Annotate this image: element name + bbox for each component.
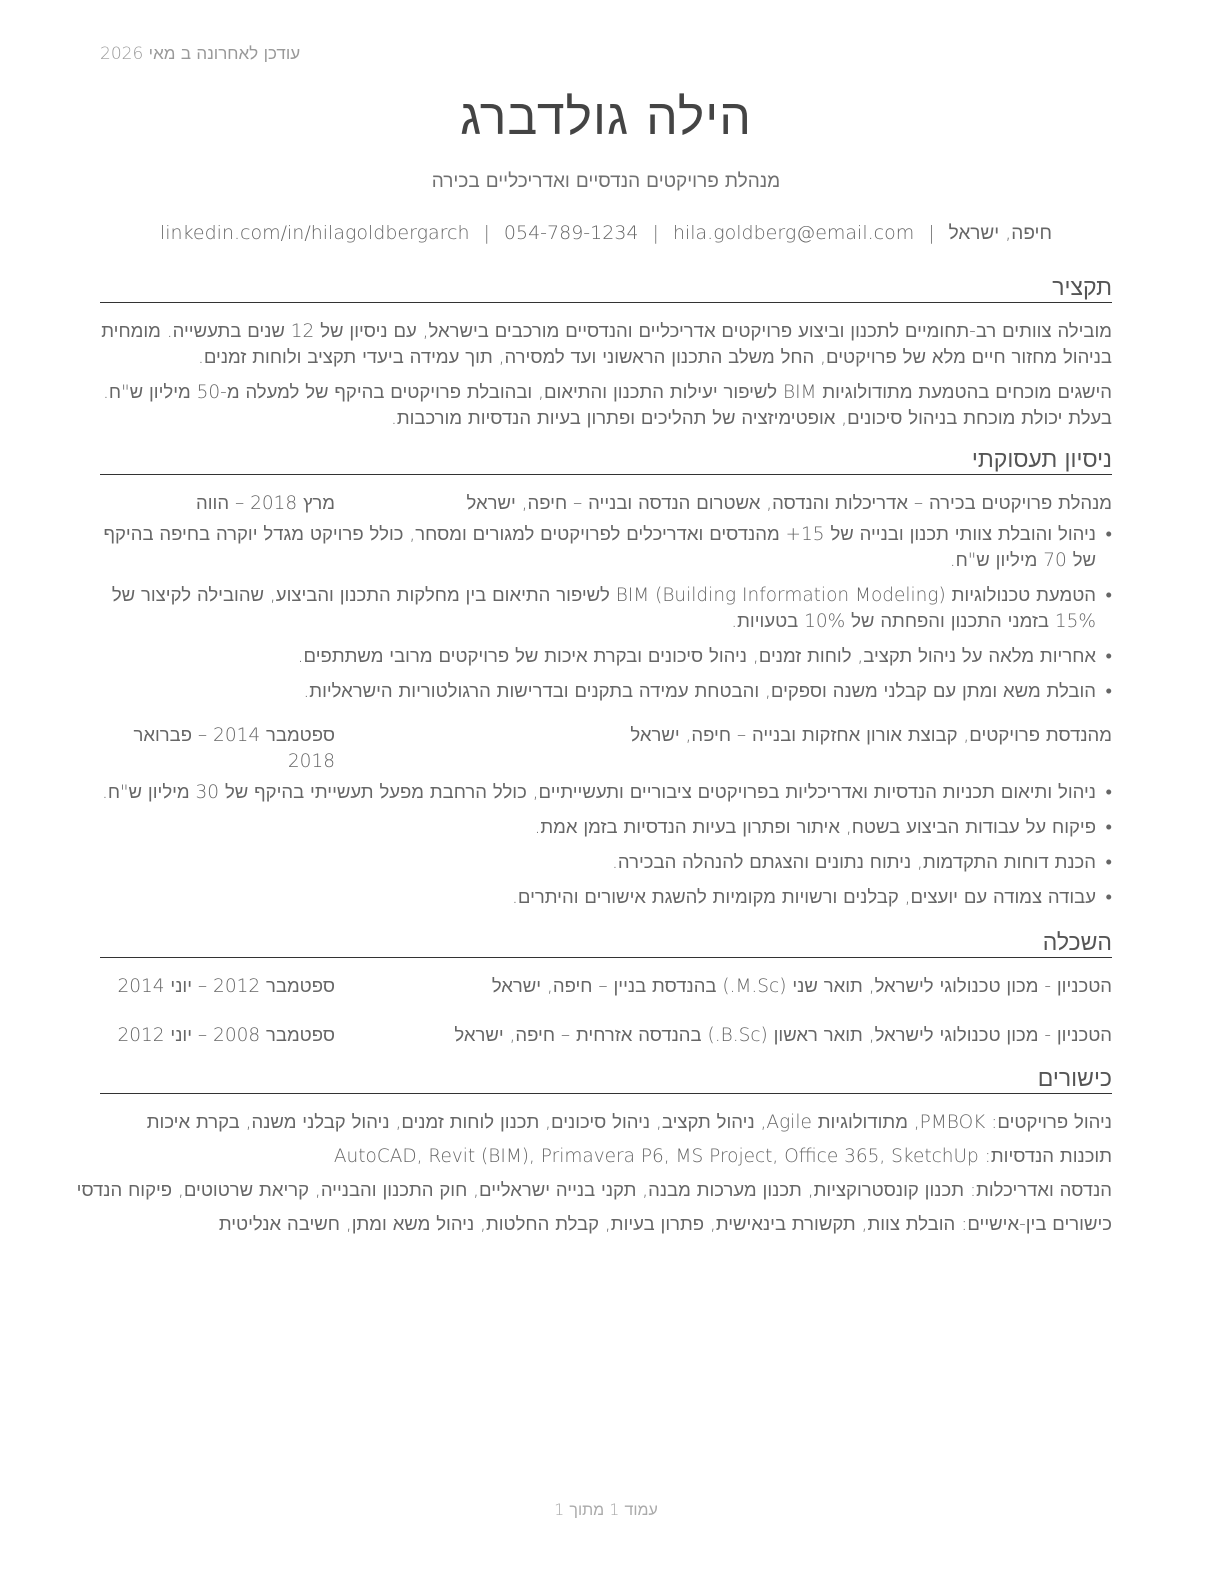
candidate-name: הילה גולדברג xyxy=(460,88,752,146)
summary-paragraph: הישגים מוכחים בהטמעת מתודולוגיות BIM לשיפור יעילות התכנון והתיאום, ובהובלת פרויקטים בהיקף של למעלה מ-50 מיליון ש"ח. בעלת יכולת מוכחת בניהול סיכונים, אופטימיזציה של תהליכים ופתרון בעיות הנדסיות מורכבות. xyxy=(103,382,1112,429)
education-dates: ספטמבר 2012 – יוני 2014 xyxy=(117,976,335,997)
list-item xyxy=(100,679,1112,705)
list-item xyxy=(100,850,1112,876)
bullet-icon: • xyxy=(1105,524,1112,545)
list-item xyxy=(100,885,1112,911)
job-dates: ספטמבר 2014 – פברואר 2018 xyxy=(133,725,335,772)
contact-location: חיפה, ישראל xyxy=(948,222,1052,244)
bullet-icon: • xyxy=(1105,681,1112,702)
contact-separator: | xyxy=(928,222,935,244)
contact-phone[interactable]: 054-789-1234 xyxy=(503,222,639,244)
bullet-text: הטמעת טכנולוגיות BIM (Building Information Modeling) לשיפור התיאום בין מחלקות התכנון והביצוע, שהובילה לקיצור של 15% בזמני התכנון והפחתה של 10% בטעויות. xyxy=(111,585,1096,632)
bullet-text: ניהול והובלת צוותי תכנון ובנייה של 15+ מהנדסים ואדריכלים לפרויקטים למגורים ומסחר, כולל פרויקט מגדל יוקרה בחיפה בהיקף של 70 מיליון ש"ח. xyxy=(103,524,1096,571)
bullet-icon: • xyxy=(1105,817,1112,838)
education-dates: ספטמבר 2008 – יוני 2012 xyxy=(117,1025,335,1046)
list-item xyxy=(100,780,1112,806)
section-title-skills: כישורים xyxy=(100,1065,1112,1094)
skills-line: הנדסה ואדריכלות: תכנון קונסטרוקציות, תכנון מערכות מבנה, תקני בנייה ישראליים, חוק התכנון והבנייה, קריאת שרטוטים, פיקוח הנדסי xyxy=(76,1180,1112,1201)
summary-paragraph: מובילה צוותים רב-תחומיים לתכנון וביצוע פרויקטים אדריכליים והנדסיים מורכבים בישראל, עם ניסיון של 12 שנים בתעשייה. מומחית בניהול מחזור חיים מלא של פרויקטים, החל משלב התכנון הראשוני ועד למסירה, תוך עמידה ביעדי תקציב ולוחות זמנים. xyxy=(101,321,1112,368)
education-degree: הטכניון - מכון טכנולוגי לישראל, תואר ראשון (B.Sc.) בהנדסה אזרחית – חיפה, ישראל xyxy=(454,1025,1112,1046)
section-title-summary: תקציר xyxy=(100,274,1112,303)
bullet-icon: • xyxy=(1105,585,1112,606)
contact-email[interactable]: hila.goldberg@email.com xyxy=(672,222,915,244)
job-bullets xyxy=(100,780,1112,920)
page-number: עמוד 1 מתוך 1 xyxy=(554,1500,658,1519)
bullet-text: פיקוח על עבודות הביצוע בשטח, איתור ופתרון בעיות הנדסיות בזמן אמת. xyxy=(534,817,1096,838)
bullet-icon: • xyxy=(1105,852,1112,873)
education-degree: הטכניון - מכון טכנולוגי לישראל, תואר שני (M.Sc.) בהנדסת בניין – חיפה, ישראל xyxy=(491,976,1112,997)
bullet-icon: • xyxy=(1105,646,1112,667)
section-title-experience: ניסיון תעסוקתי xyxy=(100,446,1112,475)
contact-linkedin[interactable]: linkedin.com/in/hilagoldbergarch xyxy=(160,222,470,244)
job-role: מנהלת פרויקטים בכירה – אדריכלות והנדסה, אשטרום הנדסה ובנייה – חיפה, ישראל xyxy=(466,493,1112,514)
section-title-education: השכלה xyxy=(100,929,1112,958)
list-item xyxy=(100,522,1112,574)
bullet-icon: • xyxy=(1105,887,1112,908)
skills-line: תוכנות הנדסיות: AutoCAD, Revit (BIM), Primavera P6, MS Project, Office 365, SketchUp xyxy=(333,1146,1112,1167)
job-bullets xyxy=(100,522,1112,714)
contact-separator: | xyxy=(483,222,490,244)
bullet-text: אחריות מלאה על ניהול תקציב, לוחות זמנים, ניהול סיכונים ובקרת איכות של פרויקטים מרובי משתתפים. xyxy=(297,646,1096,667)
skills-line: כישורים בין-אישיים: הובלת צוות, תקשורת בינאישית, פתרון בעיות, קבלת החלטות, ניהול משא ומתן, חשיבה אנליטית xyxy=(218,1214,1112,1235)
bullet-text: ניהול ותיאום תכניות הנדסיות ואדריכליות בפרויקטים ציבוריים ותעשייתיים, כולל הרחבת מפעל תעשייתי בהיקף של 30 מיליון ש"ח. xyxy=(101,782,1096,803)
bullet-icon: • xyxy=(1105,782,1112,803)
list-item xyxy=(100,644,1112,670)
contact-line xyxy=(100,222,1112,245)
last-updated-note: עודכן לאחרונה ב מאי 2026 xyxy=(100,44,301,64)
bullet-text: הובלת משא ומתן עם קבלני משנה וספקים, והבטחת עמידה בתקנים ובדרישות הרגולטוריות הישראליות. xyxy=(303,681,1096,702)
job-title-subtitle: מנהלת פרויקטים הנדסיים ואדריכליים בכירה xyxy=(431,170,781,192)
contact-separator: | xyxy=(652,222,659,244)
job-role: מהנדסת פרויקטים, קבוצת אורון אחזקות ובנייה – חיפה, ישראל xyxy=(630,725,1112,746)
list-item xyxy=(100,815,1112,841)
bullet-text: הכנת דוחות התקדמות, ניתוח נתונים והצגתם להנהלה הבכירה. xyxy=(612,852,1096,873)
skills-line: ניהול פרויקטים: PMBOK, מתודולוגיות Agile, ניהול תקציב, ניהול סיכונים, תכנון לוחות זמנים, ניהול קבלני משנה, בקרת איכות xyxy=(146,1112,1112,1133)
resume-page xyxy=(76,0,1112,1584)
bullet-text: עבודה צמודה עם יועצים, קבלנים ורשויות מקומיות להשגת אישורים והיתרים. xyxy=(512,887,1096,908)
list-item xyxy=(100,583,1112,635)
skills-list xyxy=(76,1106,1112,1242)
job-dates: מרץ 2018 – הווה xyxy=(196,493,335,514)
